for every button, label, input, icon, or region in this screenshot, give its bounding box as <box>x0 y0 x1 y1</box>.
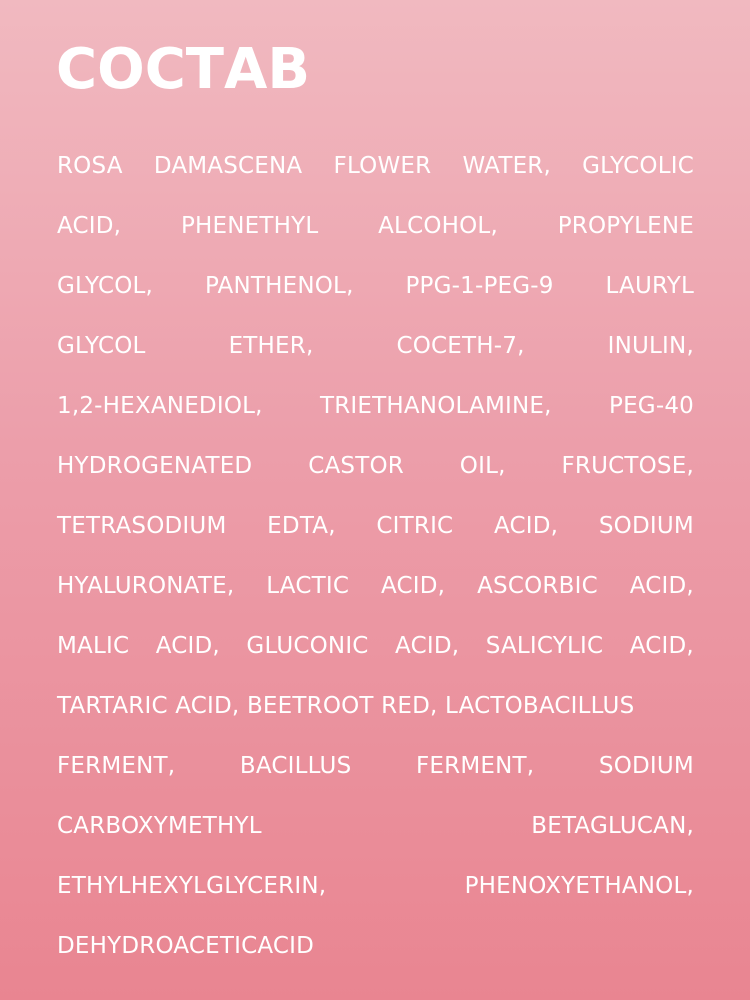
ingredient-word: ACID, <box>395 633 460 659</box>
ingredient-word: ACID, <box>57 213 122 239</box>
ingredient-word: FLOWER <box>333 153 432 179</box>
ingredient-word: FRUCTOSE, <box>561 453 694 479</box>
ingredients-line <box>57 376 694 436</box>
ingredient-word: SODIUM <box>598 753 694 779</box>
ingredient-word: SODIUM <box>598 513 694 539</box>
ingredients-line <box>57 556 694 616</box>
ingredient-word: GLUCONIC <box>246 633 369 659</box>
ingredients-line <box>57 196 694 256</box>
ingredient-word: CARBOXYMETHYL <box>57 813 262 839</box>
ingredient-word: ACID, <box>381 573 446 599</box>
ingredient-word: PROPYLENE <box>557 213 694 239</box>
section-title: СОСТАВ <box>56 37 311 102</box>
ingredient-word: ACID, <box>629 633 694 659</box>
ingredient-word: BETAGLUCAN, <box>531 813 694 839</box>
ingredient-word: DEHYDROACETICACID <box>57 933 315 959</box>
ingredient-word: PANTHENOL, <box>204 273 354 299</box>
ingredient-word: PHENOXYETHANOL, <box>464 873 694 899</box>
ingredients-line <box>57 676 694 736</box>
ingredient-word: EDTA, <box>267 513 336 539</box>
ingredient-word: ACID, <box>629 573 694 599</box>
ingredient-word: ASCORBIC <box>477 573 598 599</box>
ingredients-line <box>57 616 694 676</box>
ingredient-word: INULIN, <box>607 333 694 359</box>
ingredients-line <box>57 796 694 856</box>
ingredient-word: GLYCOL, <box>57 273 154 299</box>
ingredient-word: TETRASODIUM <box>57 513 227 539</box>
ingredient-word: WATER, <box>462 153 551 179</box>
ingredient-word: MALIC <box>57 633 130 659</box>
ingredient-word: PHENETHYL <box>180 213 319 239</box>
ingredient-word: ACID, <box>494 513 559 539</box>
ingredients-line <box>57 856 694 916</box>
ingredients-line <box>57 256 694 316</box>
ingredient-word: FERMENT, <box>57 753 176 779</box>
ingredient-word: OIL, <box>459 453 506 479</box>
ingredient-word: CITRIC <box>376 513 454 539</box>
ingredient-word: TRIETHANOLAMINE, <box>319 393 552 419</box>
ingredients-line <box>57 436 694 496</box>
ingredient-word: SALICYLIC <box>485 633 604 659</box>
ingredients-line <box>57 916 694 976</box>
ingredients-line <box>57 136 694 196</box>
ingredient-word: 1,2-HEXANEDIOL, <box>57 393 263 419</box>
ingredient-word: BACILLUS <box>239 753 352 779</box>
ingredient-word: LACTIC <box>266 573 350 599</box>
ingredient-word: ETHER, <box>228 333 314 359</box>
ingredients-list <box>57 136 694 976</box>
ingredient-word: FERMENT, <box>415 753 535 779</box>
ingredient-word: HYDROGENATED <box>57 453 253 479</box>
ingredient-word: ACID, <box>155 633 220 659</box>
ingredient-word: LAURYL <box>605 273 694 299</box>
ingredient-word: PPG-1-PEG-9 <box>405 273 554 299</box>
ingredient-word: ETHYLHEXYLGLYCERIN, <box>57 873 327 899</box>
ingredient-word: ROSA <box>57 153 123 179</box>
ingredients-line <box>57 736 694 796</box>
ingredient-word: PEG-40 <box>609 393 694 419</box>
ingredients-line <box>57 496 694 556</box>
ingredient-word: HYALURONATE, <box>57 573 235 599</box>
ingredient-word: GLYCOLIC <box>582 153 694 179</box>
ingredient-word: COCETH-7, <box>396 333 525 359</box>
ingredient-word: ALCOHOL, <box>378 213 498 239</box>
ingredient-word: DAMASCENA <box>153 153 303 179</box>
ingredient-word: GLYCOL <box>57 333 146 359</box>
ingredients-line <box>57 316 694 376</box>
ingredient-phrase: TARTARIC ACID, BEETROOT RED, LACTOBACILLUS <box>57 693 635 719</box>
ingredient-word: CASTOR <box>308 453 404 479</box>
